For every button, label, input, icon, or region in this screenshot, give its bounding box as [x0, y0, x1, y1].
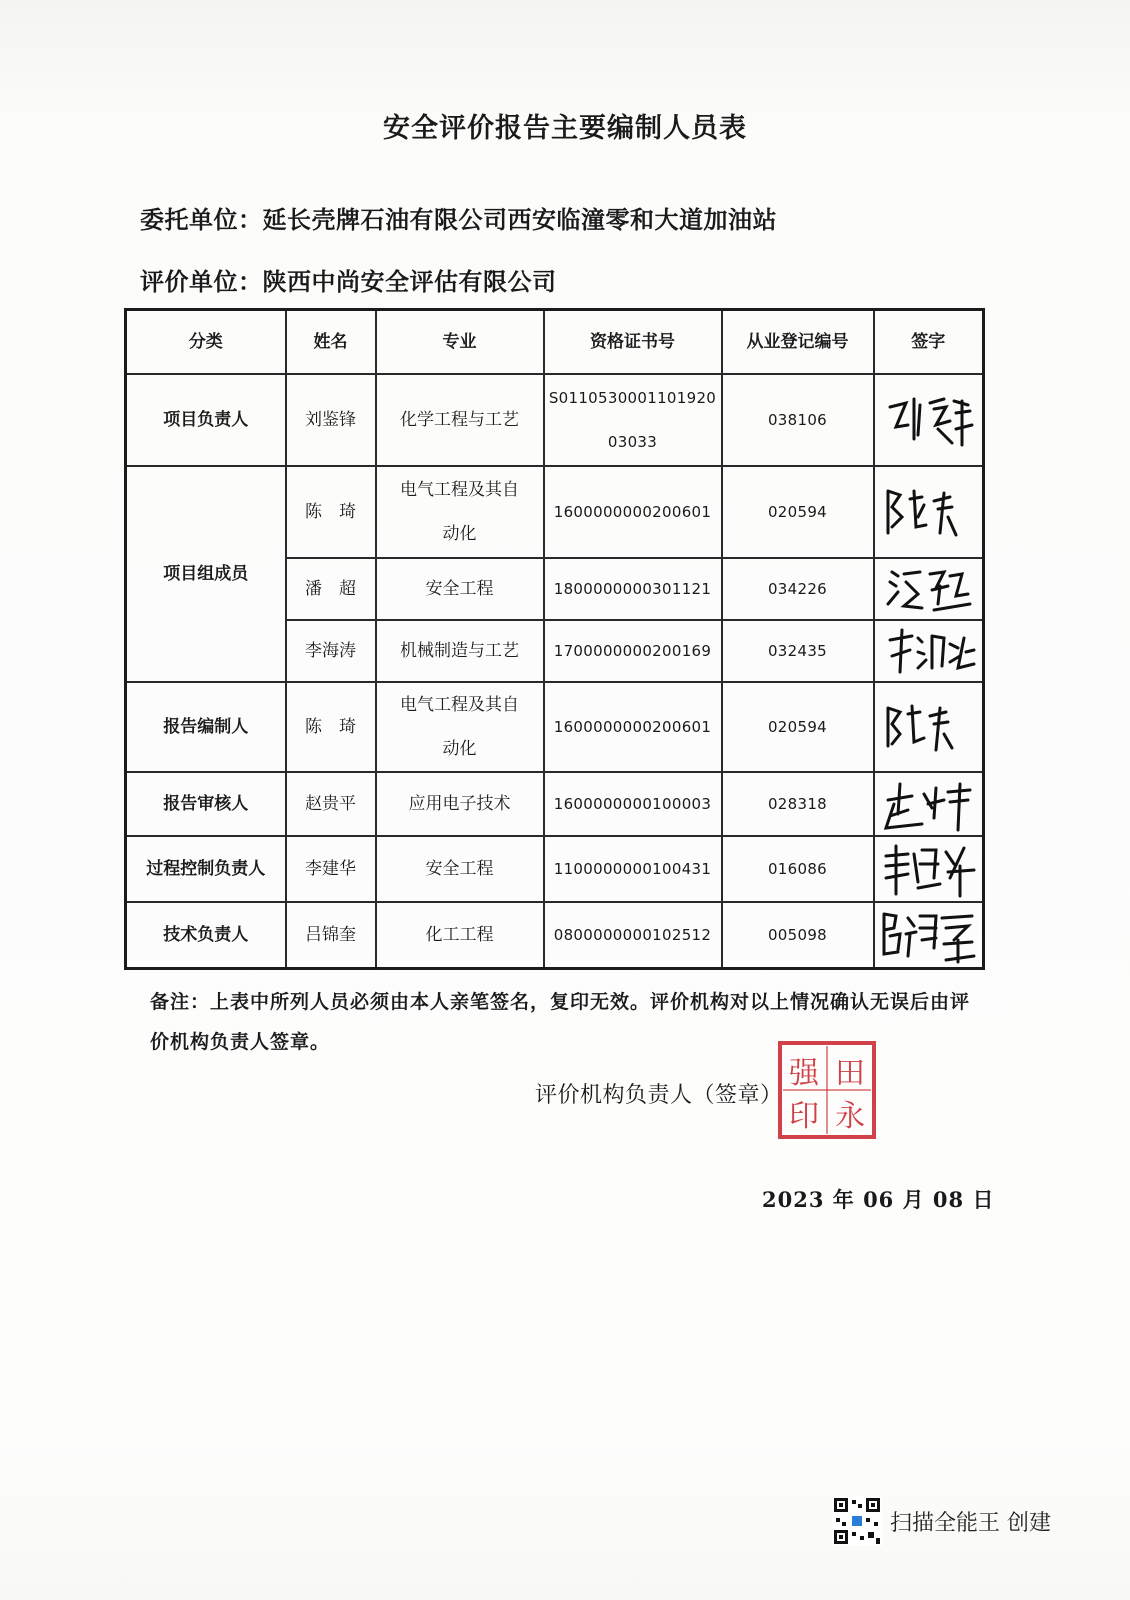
cell-category: 技术负责人 [126, 902, 286, 968]
cell-major: 应用电子技术 [376, 772, 544, 836]
major-text: 电气工程及其自动化 [400, 480, 519, 544]
table-row [126, 466, 984, 558]
cell-signature [874, 558, 984, 620]
cell-major [376, 682, 544, 772]
cell-signature [874, 620, 984, 682]
cell-category: 过程控制负责人 [126, 836, 286, 902]
header-major: 专业 [376, 310, 544, 375]
header-signature: 签字 [874, 310, 984, 375]
header-reg: 从业登记编号 [722, 310, 874, 375]
cell-signature [874, 902, 984, 968]
cell-reg: 028318 [722, 772, 874, 836]
handwritten-signature [878, 385, 978, 455]
svg-text:印: 印 [789, 1099, 819, 1134]
cell-signature [874, 836, 984, 902]
cell-cert: 1100000000100431 [544, 836, 722, 902]
cell-name: 陈 琦 [286, 682, 376, 772]
table-header-row [126, 310, 984, 375]
cell-cert: 1600000000200601 [544, 682, 722, 772]
document-title: 安全评价报告主要编制人员表 [383, 113, 747, 144]
cell-category: 报告编制人 [126, 682, 286, 772]
cell-name: 潘 超 [286, 558, 376, 620]
qr-code-icon [832, 1496, 882, 1546]
assessor-line: 评价单位：陕西中尚安全评估有限公司 [140, 267, 557, 296]
header-name: 姓名 [286, 310, 376, 375]
table-row [126, 374, 984, 466]
handwritten-signature [878, 622, 978, 680]
cell-name: 赵贵平 [286, 772, 376, 836]
cell-name: 李建华 [286, 836, 376, 902]
cell-major: 安全工程 [376, 836, 544, 902]
cert-text: S011053000110192003033 [548, 389, 717, 451]
document-date: 2023 年 06 月 08 日 [762, 1187, 995, 1212]
handwritten-signature [878, 560, 978, 618]
cell-category: 项目负责人 [126, 374, 286, 466]
svg-text:永: 永 [835, 1099, 865, 1134]
handwritten-signature [876, 904, 980, 966]
table-row [126, 772, 984, 836]
staff-table [124, 308, 985, 970]
cell-major [376, 466, 544, 558]
cell-cert: 1700000000200169 [544, 620, 722, 682]
remark-note: 备注：上表中所列人员必须由本人亲笔签名，复印无效。评价机构对以上情况确认无误后由评价机构负责人签章。 [150, 991, 971, 1053]
cell-reg: 020594 [722, 682, 874, 772]
cell-name: 刘鉴锋 [286, 374, 376, 466]
cell-cert: 1600000000100003 [544, 772, 722, 836]
cell-major: 安全工程 [376, 558, 544, 620]
header-cert: 资格证书号 [544, 310, 722, 375]
cell-cert: 0800000000102512 [544, 902, 722, 968]
cell-signature [874, 682, 984, 772]
handwritten-signature [878, 838, 978, 900]
cell-category: 报告审核人 [126, 772, 286, 836]
handwritten-signature [878, 774, 978, 834]
red-seal-stamp [777, 1040, 877, 1140]
table-row [126, 902, 984, 968]
cell-category: 项目组成员 [126, 466, 286, 682]
cell-major: 化工工程 [376, 902, 544, 968]
cell-name: 吕锦奎 [286, 902, 376, 968]
cell-reg: 005098 [722, 902, 874, 968]
major-text: 电气工程及其自动化 [400, 695, 519, 759]
cell-reg: 038106 [722, 374, 874, 466]
cell-signature [874, 466, 984, 558]
cell-reg: 020594 [722, 466, 874, 558]
watermark-text: 扫描全能王 创建 [890, 1510, 1051, 1536]
client-line: 委托单位：延长壳牌石油有限公司西安临潼零和大道加油站 [140, 205, 777, 234]
cell-cert [544, 374, 722, 466]
cell-signature [874, 374, 984, 466]
table-row [126, 836, 984, 902]
cell-major: 化学工程与工艺 [376, 374, 544, 466]
handwritten-signature [878, 477, 978, 547]
signatory-label: 评价机构负责人（签章） [535, 1083, 783, 1108]
svg-text:强: 强 [789, 1056, 819, 1091]
cell-cert: 1800000000301121 [544, 558, 722, 620]
cell-reg: 034226 [722, 558, 874, 620]
cell-cert: 1600000000200601 [544, 466, 722, 558]
handwritten-signature [878, 692, 978, 762]
cell-major: 机械制造与工艺 [376, 620, 544, 682]
svg-text:田: 田 [835, 1056, 865, 1091]
cell-name: 李海涛 [286, 620, 376, 682]
cell-reg: 032435 [722, 620, 874, 682]
cell-reg: 016086 [722, 836, 874, 902]
table-row [126, 682, 984, 772]
cell-name: 陈 琦 [286, 466, 376, 558]
header-category: 分类 [126, 310, 286, 375]
cell-signature [874, 772, 984, 836]
scanner-watermark [832, 1495, 1051, 1547]
